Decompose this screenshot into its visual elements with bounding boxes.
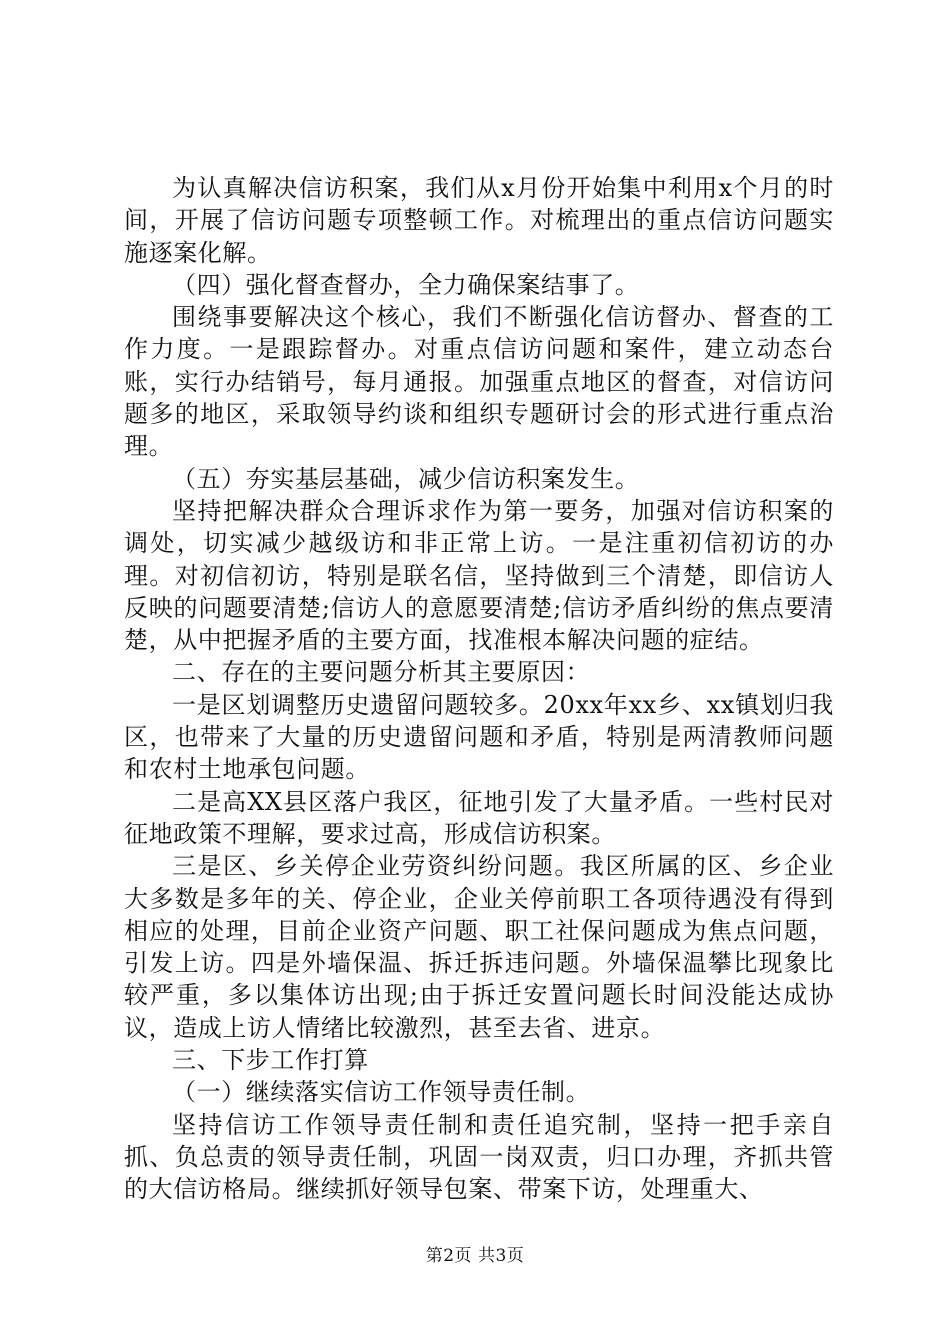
section-heading: 二、存在的主要问题分析其主要原因： xyxy=(172,658,591,687)
section-heading: 三、下步工作打算 xyxy=(172,1046,369,1075)
section-heading: （五）夯实基层基础，减少信访积案发生。 xyxy=(172,464,640,493)
document-body xyxy=(124,172,834,1206)
paragraph: 围绕事要解决这个核心，我们不断强化信访督办、督查的工作力度。一是跟踪督办。对重点信访问题和案件，建立动态台账，实行办结销号，每月通报。加强重点地区的督查，对信访问题多的地区，采取领导约谈和组织专题研讨会的形式进行重点治理。 xyxy=(124,303,834,461)
paragraph: 坚持信访工作领导责任制和责任追究制，坚持一把手亲自抓、负总责的领导责任制，巩固一岗双责，归口办理，齐抓共管的大信访格局。继续抓好领导包案、带案下访，处理重大、 xyxy=(124,1110,834,1204)
paragraph: 坚持把解决群众合理诉求作为第一要务，加强对信访积案的调处，切实减少越级访和非正常上访。一是注重初信初访的办理。对初信初访，特别是联名信，坚持做到三个清楚，即信访人反映的问题要清楚;信访人的意愿要清楚;信访矛盾纠纷的焦点要清楚，从中把握矛盾的主要方面，找准根本解决问题的症结。 xyxy=(124,496,834,655)
paragraph: 一是区划调整历史遗留问题较多。20xx年xx乡、xx镇划归我区，也带来了大量的历史遗留问题和矛盾，特别是两清教师问题和农村土地承包问题。 xyxy=(124,690,834,784)
page-indicator: 第2页 共3页 xyxy=(425,1246,525,1266)
paragraph: 二是高XX县区落户我区，征地引发了大量矛盾。一些村民对征地政策不理解，要求过高，形成信访积案。 xyxy=(124,787,834,848)
paragraph: 三是区、乡关停企业劳资纠纷问题。我区所属的区、乡企业大多数是多年的关、停企业，企业关停前职工各项待遇没有得到相应的处理，目前企业资产问题、职工社保问题成为焦点问题，引发上访。四是外墙保温、拆迁拆违问题。外墙保温攀比现象比较严重，多以集体访出现;由于拆迁安置问题长时间没能达成协议，造成上访人情绪比较激烈，甚至去省、进京。 xyxy=(124,852,834,1042)
paragraph: 为认真解决信访积案，我们从x月份开始集中利用x个月的时间，开展了信访问题专项整顿工作。对梳理出的重点信访问题实施逐案化解。 xyxy=(124,174,834,267)
page-footer xyxy=(0,1241,950,1266)
section-heading: （一）继续落实信访工作领导责任制。 xyxy=(172,1078,591,1107)
section-heading: （四）强化督查督办，全力确保案结事了。 xyxy=(172,270,640,299)
